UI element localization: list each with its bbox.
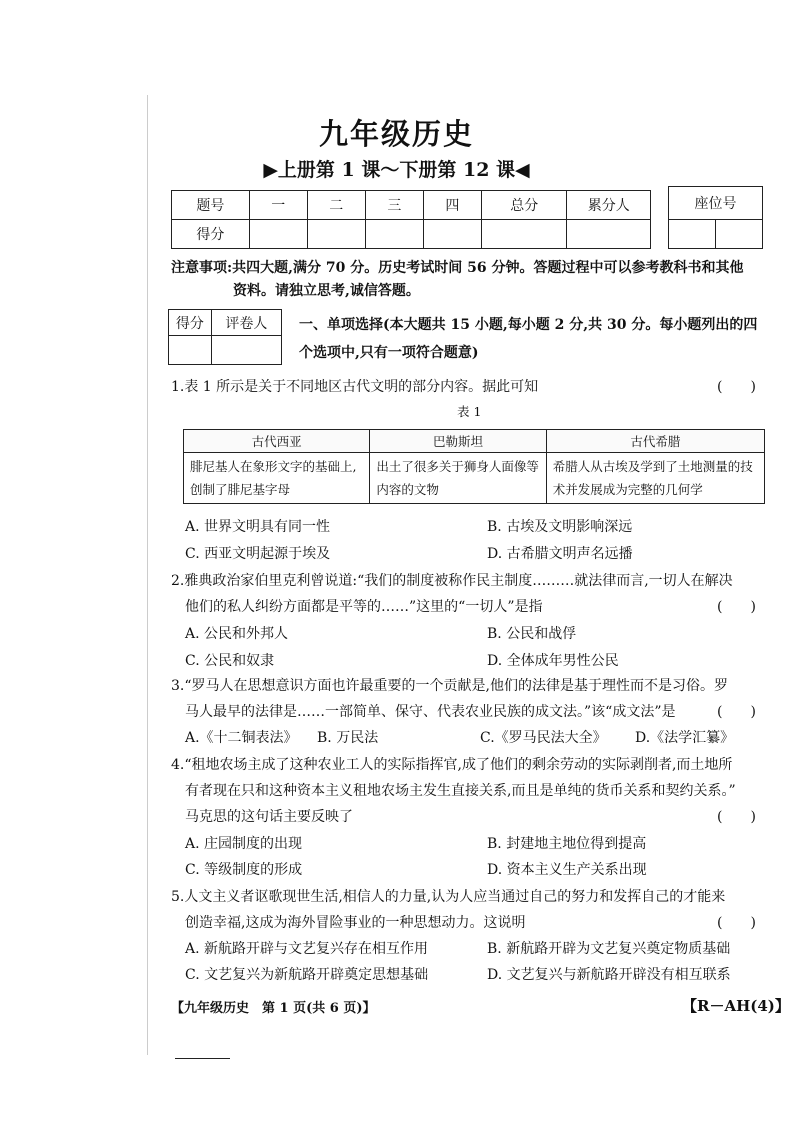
seat-number-label: 座位号: [669, 187, 763, 220]
q4-stem-line-3: 马克思的这句话主要反映了: [185, 809, 353, 825]
q1-option-b[interactable]: B. 古埃及文明影响深远: [487, 519, 633, 535]
score-table-header-row: [172, 191, 651, 220]
q4-option-d[interactable]: D. 资本主义生产关系出现: [487, 862, 647, 878]
q2-stem-line-2: 他们的私人纠纷方面都是平等的……”这里的“一切人”是指: [185, 599, 543, 615]
q1-table-header: 古代希腊: [546, 430, 764, 453]
score-cell[interactable]: [423, 220, 481, 249]
q2-option-d[interactable]: D. 全体成年男性公民: [487, 653, 619, 669]
q1-table-header: 古代西亚: [184, 430, 370, 453]
seat-number-box: [668, 186, 763, 249]
q3-option-d[interactable]: D.《法学汇纂》: [635, 730, 735, 746]
score-cell[interactable]: [481, 220, 566, 249]
q5-option-c[interactable]: C. 文艺复兴为新航路开辟奠定思想基础: [185, 967, 429, 983]
score-row-label: 得分: [172, 220, 250, 249]
q5-stem-line-2: 创造幸福,这成为海外冒险事业的一种思想动力。这说明: [185, 915, 526, 931]
grader-score-label: 得分: [169, 310, 212, 336]
section-1-heading-cont: 个选项中,只有一项符合题意): [299, 345, 479, 361]
q4-option-a[interactable]: A. 庄园制度的出现: [185, 836, 303, 852]
footer-rule: [175, 1058, 230, 1059]
grader-score-cell[interactable]: [169, 336, 212, 365]
seat-number-cell[interactable]: [716, 220, 763, 249]
q5-stem-line-1: 5.人文主义者讴歌现世生活,相信人的力量,认为人应当通过自己的努力和发挥自己的才能来: [171, 889, 726, 905]
section-1-heading: 一、单项选择(本大题共 15 小题,每小题 2 分,共 30 分。每小题列出的四: [299, 317, 758, 333]
score-cell[interactable]: [567, 220, 651, 249]
q3-answer-paren[interactable]: ( ): [717, 704, 756, 720]
q2-option-c[interactable]: C. 公民和奴隶: [185, 653, 275, 669]
score-header-cell: 三: [365, 191, 423, 220]
page-margin-line: [147, 95, 148, 1055]
q2-answer-paren[interactable]: ( ): [717, 599, 756, 615]
q4-option-b[interactable]: B. 封建地主地位得到提高: [487, 836, 647, 852]
page-title: 九年级历史: [318, 117, 474, 151]
q1-answer-paren[interactable]: ( ): [717, 379, 756, 395]
q4-stem-line-2: 有者现在只和这种资本主义租地农场主发生直接关系,而且是单纯的货币关系和契约关系。”: [185, 783, 736, 799]
footer-page-info: 【九年级历史 第 1 页(共 6 页)】: [171, 1001, 376, 1016]
q3-option-b[interactable]: B. 万民法: [317, 730, 379, 746]
score-table-score-row: [172, 220, 651, 249]
score-cell[interactable]: [249, 220, 307, 249]
score-table: [171, 190, 651, 249]
score-header-cell: 一: [249, 191, 307, 220]
q2-option-b[interactable]: B. 公民和战俘: [487, 626, 577, 642]
q1-option-a[interactable]: A. 世界文明具有同一性: [185, 519, 331, 535]
grader-name-cell[interactable]: [211, 336, 281, 365]
q3-option-a[interactable]: A.《十二铜表法》: [185, 730, 298, 746]
grader-name-label: 评卷人: [211, 310, 281, 336]
q3-stem-line-2: 马人最早的法律是……一部简单、保守、代表农业民族的成文法。”该“成文法”是: [185, 704, 676, 720]
q1-table-header: 巴勒斯坦: [370, 430, 546, 453]
q4-stem-line-1: 4.“租地农场主成了这种农业工人的实际指挥官,成了他们的剩余劳动的实际剥削者,而土地所: [171, 757, 733, 773]
q1-table-cell: 腓尼基人在象形文字的基础上,创制了腓尼基字母: [184, 453, 370, 504]
q5-option-d[interactable]: D. 文艺复兴与新航路开辟没有相互联系: [487, 967, 731, 983]
q1-table-caption: 表 1: [457, 404, 482, 419]
score-header-cell: 题号: [172, 191, 250, 220]
page-subtitle: ▶上册第 1 课～下册第 12 课◀: [263, 159, 530, 181]
q4-option-c[interactable]: C. 等级制度的形成: [185, 862, 303, 878]
q1-table: [183, 429, 765, 504]
notice-line-1: 注意事项:共四大题,满分 70 分。历史考试时间 56 分钟。答题过程中可以参考教科书和其他: [171, 260, 744, 276]
score-cell[interactable]: [307, 220, 365, 249]
q5-answer-paren[interactable]: ( ): [717, 915, 756, 931]
notice-line-2: 资料。请独立思考,诚信答题。: [233, 283, 420, 299]
q1-table-cell: 出土了很多关于狮身人面像等内容的文物: [370, 453, 546, 504]
q2-stem-line-1: 2.雅典政治家伯里克利曾说道:“我们的制度被称作民主制度………就法律而言,一切人在解决: [171, 573, 733, 589]
q2-option-a[interactable]: A. 公民和外邦人: [185, 626, 289, 642]
seat-number-cell[interactable]: [669, 220, 716, 249]
grader-box: [168, 309, 282, 365]
q1-table-cell: 希腊人从古埃及学到了土地测量的技术并发展成为完整的几何学: [546, 453, 764, 504]
score-cell[interactable]: [365, 220, 423, 249]
q5-option-b[interactable]: B. 新航路开辟为文艺复兴奠定物质基础: [487, 941, 731, 957]
score-header-cell: 四: [423, 191, 481, 220]
q1-option-d[interactable]: D. 古希腊文明声名远播: [487, 546, 633, 562]
score-header-cell: 总分: [481, 191, 566, 220]
q4-answer-paren[interactable]: ( ): [717, 809, 756, 825]
q1-stem: 1.表 1 所示是关于不同地区古代文明的部分内容。据此可知: [171, 379, 539, 395]
score-header-cell: 累分人: [567, 191, 651, 220]
q3-option-c[interactable]: C.《罗马民法大全》: [480, 730, 607, 746]
q1-option-c[interactable]: C. 西亚文明起源于埃及: [185, 546, 331, 562]
footer-code: 【R－AH(4)】: [682, 997, 790, 1015]
score-header-cell: 二: [307, 191, 365, 220]
q3-stem-line-1: 3.“罗马人在思想意识方面也许最重要的一个贡献是,他们的法律是基于理性而不是习俗。罗: [171, 678, 728, 694]
q5-option-a[interactable]: A. 新航路开辟与文艺复兴存在相互作用: [185, 941, 429, 957]
